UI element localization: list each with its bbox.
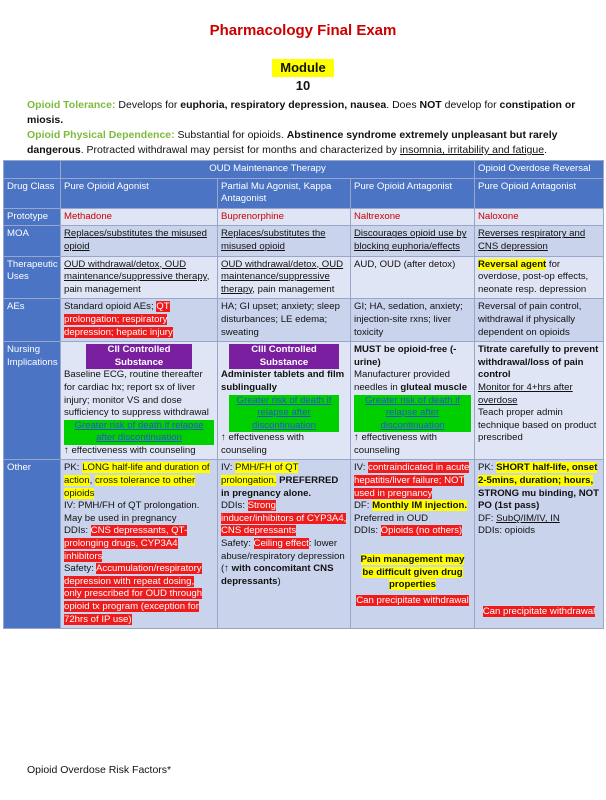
text: PK: — [478, 462, 497, 474]
dependence-paragraph — [27, 128, 587, 158]
other-cell — [218, 460, 351, 629]
uses-cell — [61, 256, 218, 299]
row-label: AEs — [4, 299, 61, 342]
text: Titrate carefully to prevent withdrawal/loss of pain control — [478, 344, 599, 381]
text: PREFERRED in pregnancy alone. — [221, 475, 339, 499]
text: Can precipitate withdrawal — [356, 594, 469, 606]
text: develop for — [441, 99, 500, 111]
text: , pain management — [252, 283, 335, 295]
uses-cell — [475, 256, 604, 299]
text: Baseline ECG, routine thereafter for cardiac hx; report sx of liver injury; monitor VS and dose sufficiency to suppress withdrawal — [64, 369, 209, 419]
moa-cell: Reverses respiratory and CNS depression — [475, 226, 604, 256]
text: for overdose, post-op effects, neonate resp. depression — [478, 258, 589, 295]
text: OUD withdrawal/detox, OUD maintenance/suppressive therapy — [221, 258, 344, 295]
text: ↑ effectiveness with counseling — [64, 444, 196, 456]
class-cell: Pure Opioid Antagonist — [351, 178, 475, 208]
text: Abstinence syndrome extremely unpleasant but rarely dangerous — [27, 129, 558, 156]
text: Develops for — [115, 99, 181, 111]
group-overdose: Opioid Overdose Reversal — [475, 161, 604, 179]
text: OUD withdrawal/detox, OUD maintenance/suppressive therapy — [64, 258, 207, 283]
text: Preferred in OUD — [354, 512, 429, 524]
moa-cell: Discourages opioid use by blocking euphoria/effects — [351, 226, 475, 256]
text: Can precipitate withdrawal — [482, 606, 596, 618]
text: with concomitant CNS depressants — [221, 563, 334, 587]
other-cell — [475, 460, 604, 629]
nursing-row — [4, 342, 604, 460]
text: LONG half-life and duration of action — [64, 462, 210, 487]
text: SubQ/IM/IV, IN — [496, 512, 560, 524]
text: PMH/FH of QT prolongation. — [221, 462, 299, 487]
text: Safety: — [64, 563, 96, 575]
aes-cell: HA; GI upset; anxiety; sleep disturbances; LE edema; sweating — [218, 299, 351, 342]
text: IV: PMH/FH of QT prolongation. May be used in pregnancy — [64, 500, 200, 524]
text: ) — [277, 575, 281, 587]
aes-cell — [61, 299, 218, 342]
aes-row — [4, 299, 604, 342]
page-title: Pharmacology Final Exam — [209, 22, 397, 39]
uses-row — [4, 256, 604, 299]
text: Safety: — [221, 538, 254, 550]
text: contraindicated in acute hepatitis/liver failure; NOT used in pregnancy — [354, 462, 470, 499]
text: Reversal agent — [478, 258, 547, 270]
row-label: Therapeutic Uses — [4, 256, 61, 299]
text: IV: — [221, 462, 236, 474]
row-label: Drug Class — [4, 178, 61, 208]
text: Teach proper admin technique based on product prescribed — [478, 407, 597, 444]
row-label: Other — [4, 460, 61, 629]
text: Greater risk of death if relapse after discontinuation — [64, 420, 214, 445]
text: , pain management — [64, 271, 210, 295]
text: : lower abuse/respiratory depression (↑ — [221, 538, 345, 575]
text: Strong inducer/inhibitors of CYP3A4, CNS depressants — [221, 500, 347, 537]
moa-cell: Replaces/substitutes the misused opioid — [218, 226, 351, 256]
text: DF: — [354, 500, 373, 512]
text: Pain management may be difficult given drug properties — [360, 554, 465, 591]
text: Opioids (no others) — [380, 525, 463, 537]
text: DDIs: — [221, 500, 248, 512]
text: Standard opioid AEs; — [64, 301, 157, 313]
text: NOT — [419, 99, 442, 111]
prototype-cell: Buprenorphine — [218, 208, 351, 226]
text: Manufacturer provided needles in — [354, 369, 450, 393]
nursing-cell — [218, 342, 351, 460]
class-cell: Partial Mu Agonist, Kappa Antagonist — [218, 178, 351, 208]
nursing-cell — [351, 342, 475, 460]
other-row — [4, 460, 604, 629]
text: constipation or miosis. — [27, 99, 576, 126]
text: . Does — [386, 99, 420, 111]
group-oud: OUD Maintenance Therapy — [61, 161, 475, 179]
text: Accumulation/respiratory depression with repeat dosing, only prescribed for OUD through opioid tx program (exception for 72hrs of IP use) — [64, 563, 203, 625]
aes-cell: Reversal of pain control, withdrawal if physically dependent on opioids — [475, 299, 604, 342]
dependence-label: Opioid Physical Dependence: — [27, 129, 175, 141]
text: Greater risk of death if relapse after discontinuation — [354, 395, 471, 433]
text: insomnia, irritability and fatigue — [399, 144, 545, 156]
prototype-cell: Methadone — [61, 208, 218, 226]
text: . — [544, 144, 547, 156]
text: Substantial for opioids. — [174, 129, 287, 141]
tolerance-label: Opioid Tolerance: — [27, 99, 116, 111]
other-cell — [351, 460, 475, 629]
text: DDIs: — [64, 525, 91, 537]
uses-cell — [218, 256, 351, 299]
prototype-cell: Naltrexone — [351, 208, 475, 226]
text: . Protracted withdrawal may persist for months and characterized by — [80, 144, 400, 156]
drug-class-row — [4, 178, 604, 208]
text: QT prolongation; respiratory depression; hepatic injury — [64, 301, 173, 338]
tolerance-paragraph — [27, 98, 587, 128]
text: Greater risk of death if relapse after discontinuation — [229, 395, 339, 433]
group-header-row — [4, 161, 604, 179]
prototype-row — [4, 208, 604, 226]
text: STRONG mu binding, NOT PO (1st pass) — [478, 487, 599, 512]
text: Ceiling effect — [253, 538, 309, 550]
text: DDIs: opioids — [478, 525, 536, 537]
text: Administer tablets and film sublingually — [221, 369, 345, 393]
intro-text — [27, 98, 587, 158]
text: , — [89, 475, 95, 487]
text: cross tolerance to other opioids — [64, 475, 196, 499]
text: CNS depressants, QT-prolonging drugs, CYP3A4 inhibitors — [64, 525, 188, 562]
corner-cell — [4, 161, 61, 179]
class-cell: Pure Opioid Agonist — [61, 178, 218, 208]
other-cell — [61, 460, 218, 629]
text: Monthly IM injection. — [372, 500, 467, 512]
drug-table — [3, 160, 604, 629]
text: SHORT half-life, onset 2-5mins, duration; hours, — [478, 462, 598, 487]
text: ↑ effectiveness with counseling — [221, 432, 305, 456]
text: euphoria, respiratory depression, nausea — [180, 99, 387, 111]
uses-cell: AUD, OUD (after detox) — [351, 256, 475, 299]
row-label: Nursing Implications — [4, 342, 61, 460]
prototype-cell: Naloxone — [475, 208, 604, 226]
controlled-badge: CII Controlled Substance — [86, 344, 192, 369]
text: DDIs: — [354, 525, 381, 537]
text: ↑ effectiveness with counseling — [354, 432, 438, 456]
text: MUST be opioid-free (- urine) — [354, 344, 457, 368]
class-cell: Pure Opioid Antagonist — [475, 178, 604, 208]
nursing-cell — [475, 342, 604, 460]
aes-cell: GI; HA, sedation, anxiety; injection-site rxns; liver toxicity — [351, 299, 475, 342]
text: IV: — [354, 462, 369, 474]
text: gluteal muscle — [400, 381, 468, 393]
row-label: Prototype — [4, 208, 61, 226]
moa-row — [4, 226, 604, 256]
text: PK: — [64, 462, 83, 474]
text: DF: — [478, 512, 497, 524]
module-badge: Module 10 — [272, 59, 334, 77]
footer-note: Opioid Overdose Risk Factors* — [27, 764, 172, 776]
moa-cell: Replaces/substitutes the misused opioid — [61, 226, 218, 256]
row-label: MOA — [4, 226, 61, 256]
text: Monitor for 4+hrs after overdose — [478, 381, 573, 406]
controlled-badge: CIII Controlled Substance — [229, 344, 339, 369]
nursing-cell — [61, 342, 218, 460]
